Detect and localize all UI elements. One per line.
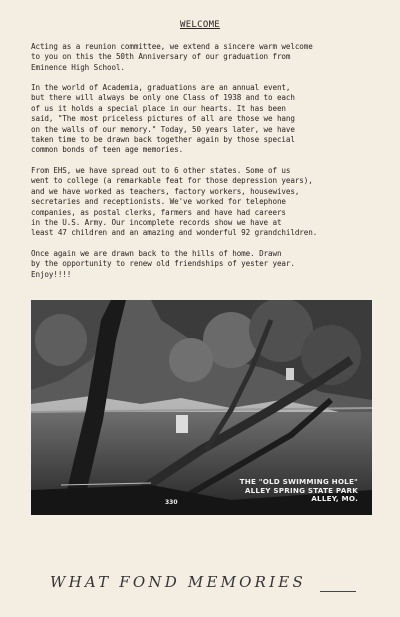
caption-line: ALLEY SPRING STATE PARK (244, 485, 358, 495)
page-title: WELCOME (179, 20, 221, 30)
caption-line: ALLEY, MO. (311, 494, 358, 504)
handwritten-note: WHAT FOND MEMORIES (50, 573, 306, 591)
paragraph-academia: In the world of Academia, graduations are an annual event, but there will always be only one Class of 1938 and to each of us it holds a special place in our hearts. It has been said, "The most priceless pictures of all are those we hang on the walls of our memory." Today, 50 years later, we have taken time to be drawn back together again by those special common bonds of teen age memories. (31, 83, 295, 155)
photo-number: 330 (165, 499, 178, 506)
paragraph-careers: From EHS, we have spread out to 6 other states. Some of us went to college (a remarkable feat for those depression years), and we have worked as teachers, factory workers, housewives, secretaries and receptionists. We've worked for telephone companies, as postal clerks, farmers and have had careers in the U.S. Army. Our incomplete records show we have at least 47 children and an amazing and wonderful 92 grandchildren. (31, 166, 318, 238)
paragraph-closing: Once again we are drawn back to the hills of home. Drawn by the opportunity to renew old friendships of yester year. Enjoy!!!! (31, 249, 295, 279)
caption-line: THE "OLD SWIMMING HOLE" (239, 477, 358, 486)
swimming-hole-photo (31, 300, 372, 515)
paragraph-intro: Acting as a reunion committee, we extend a sincere warm welcome to you on this the 50th Anniversary of our graduation from Eminence High School. (31, 42, 313, 72)
handwritten-underline (320, 591, 356, 592)
photo-caption (208, 478, 358, 504)
